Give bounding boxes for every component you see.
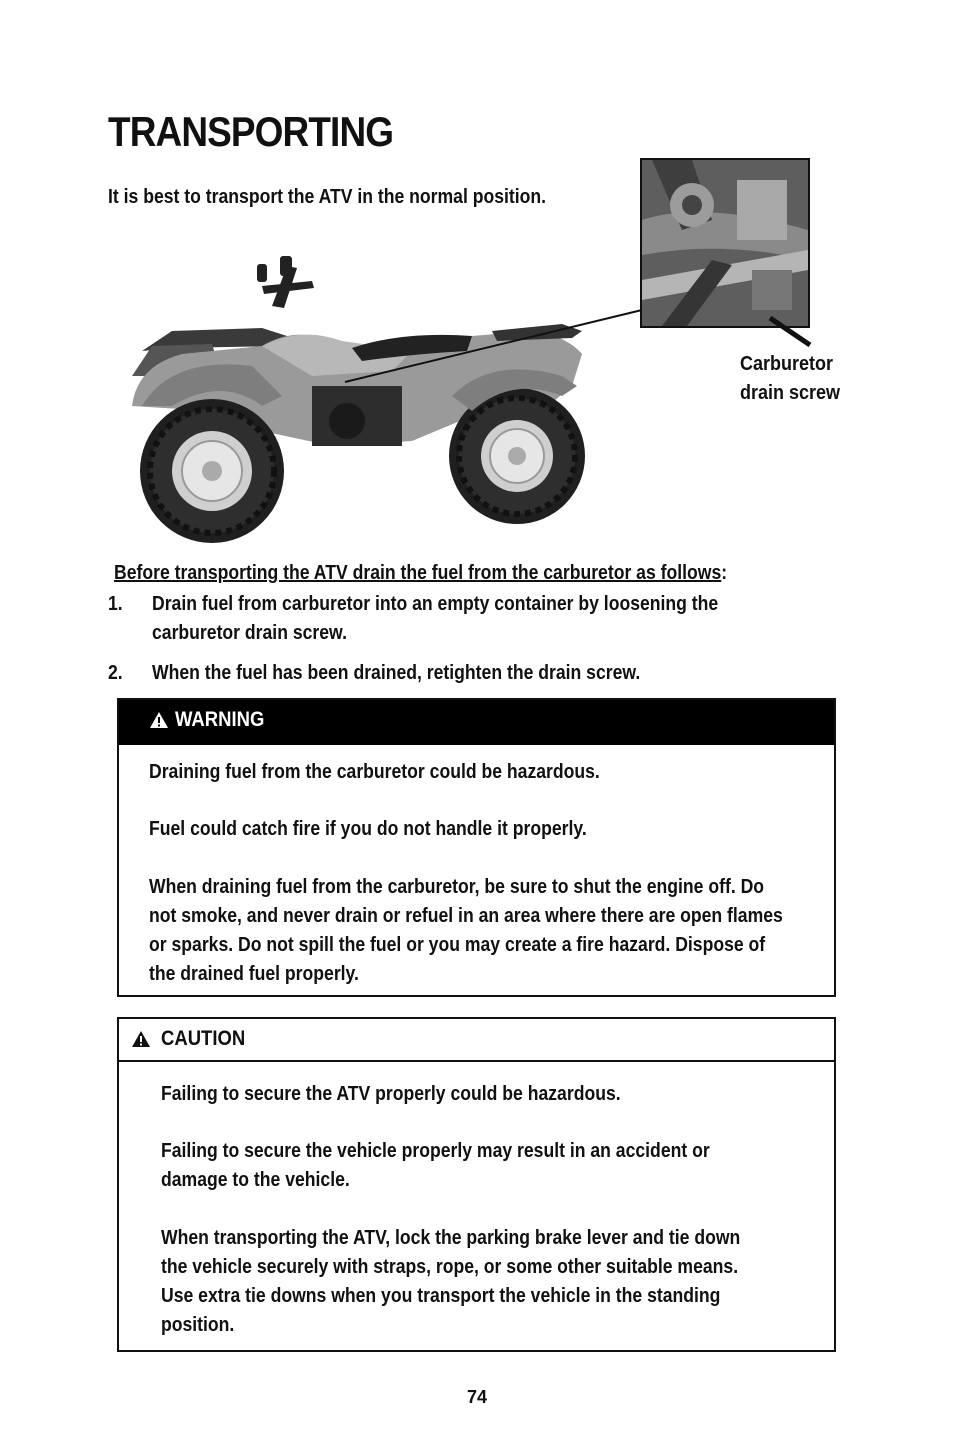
step-item [108, 590, 777, 650]
warning-paragraph-3-line: or sparks. Do not spill the fuel or you may create a fire hazard. Dispose of [149, 934, 766, 956]
callout-label-line1: Carburetor [740, 353, 834, 375]
caution-box [117, 1017, 836, 1352]
steps-heading-text: Before transporting the ATV drain the fuel from the carburetor as follows [114, 562, 722, 584]
warning-paragraph-2: Fuel could catch fire if you do not handle it properly. [149, 818, 587, 840]
caution-paragraph-3-line: position. [161, 1314, 235, 1336]
warning-triangle-icon [131, 1030, 151, 1048]
caution-paragraph-2-line: damage to the vehicle. [161, 1169, 350, 1191]
step-number: 1. [108, 593, 123, 615]
step-number: 2. [108, 662, 123, 684]
atv-photo [112, 236, 612, 551]
warning-paragraph-1: Draining fuel from the carburetor could be hazardous. [149, 761, 600, 783]
carburetor-callout-label [740, 350, 840, 408]
warning-box [117, 698, 836, 997]
warning-paragraph-3 [149, 873, 783, 989]
caution-paragraph-2-line: Failing to secure the vehicle properly may result in an accident or [161, 1140, 710, 1162]
page-number: 74 [466, 1387, 488, 1407]
caution-paragraph-1: Failing to secure the ATV properly could be hazardous. [161, 1083, 621, 1105]
caution-paragraph-3-line: When transporting the ATV, lock the parking brake lever and tie down [161, 1227, 741, 1249]
step-text-line2: carburetor drain screw. [152, 622, 347, 644]
caution-paragraph-3 [161, 1224, 740, 1340]
caution-label: CAUTION [161, 1027, 246, 1050]
warning-triangle-icon [149, 711, 169, 729]
warning-header [119, 700, 834, 745]
step-text-line1: When the fuel has been drained, retighten the drain screw. [152, 662, 641, 684]
caution-paragraph-3-line: the vehicle securely with straps, rope, or some other suitable means. [161, 1256, 739, 1278]
carburetor-inset-photo [640, 158, 810, 328]
intro-text: It is best to transport the ATV in the normal position. [108, 186, 547, 208]
steps-heading [114, 562, 727, 585]
warning-paragraph-3-line: When draining fuel from the carburetor, be sure to shut the engine off. Do [149, 876, 765, 898]
callout-label-line2: drain screw [740, 382, 841, 404]
step-text-line1: Drain fuel from carburetor into an empty container by loosening the [152, 593, 719, 615]
warning-paragraph-3-line: the drained fuel properly. [149, 963, 359, 985]
caution-header [119, 1019, 834, 1062]
warning-paragraph-3-line: not smoke, and never drain or refuel in an area where there are open flames [149, 905, 783, 927]
steps-heading-colon: : [721, 562, 728, 584]
step-item [108, 659, 777, 689]
caution-paragraph-3-line: Use extra tie downs when you transport the vehicle in the standing [161, 1285, 721, 1307]
warning-label: WARNING [175, 708, 265, 731]
page-title: TRANSPORTING [108, 108, 394, 155]
caution-paragraph-2 [161, 1137, 710, 1195]
